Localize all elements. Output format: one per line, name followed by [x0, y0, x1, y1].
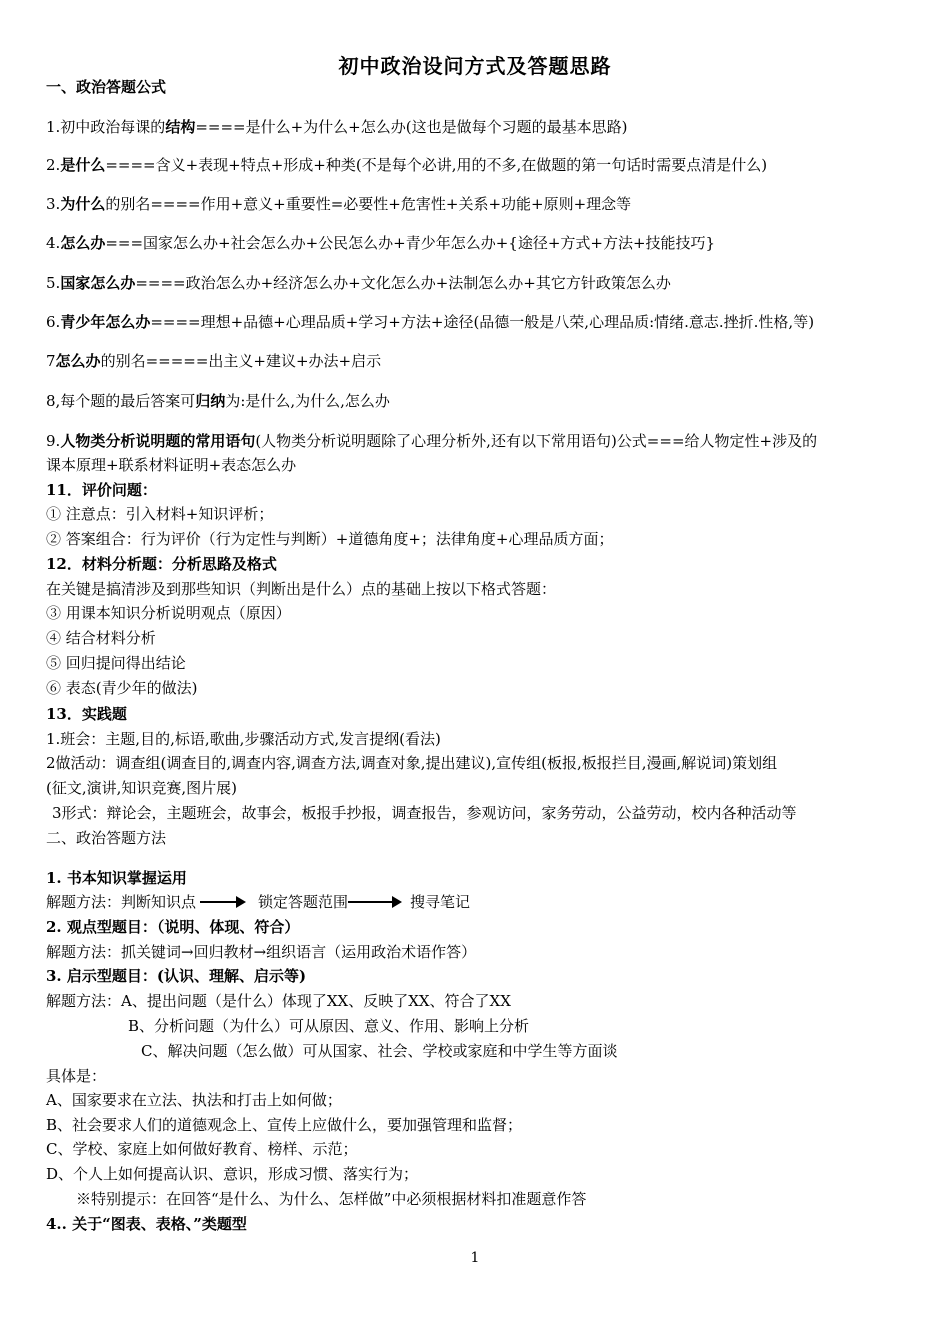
evaluation-item: ② 答案组合：行为评价（行为定性与判断）+道德角度+；法律角度+心理品质方面；	[46, 530, 614, 548]
formula-9: 9.人物类分析说明题的常用语句(人物类分析说明题除了心理分析外,还有以下常用语句)公式===给人物定性+涉及的	[46, 432, 818, 450]
method-2-line: 解题方法：抓关键词→回归教材→组织语言（运用政治术语作答）	[46, 943, 477, 961]
formula-1: 1.初中政治每课的结构====是什么+为什么+怎么办(这也是做每个习题的最基本思路)	[46, 118, 628, 136]
section-heading-formulas: 一、政治答题公式	[46, 78, 167, 96]
heading-evaluation: 11．评价问题：	[46, 481, 157, 499]
specific-item: D、个人上如何提高认识、意识，形成习惯、落实行为；	[46, 1165, 419, 1183]
heading-practice: 13．实践题	[46, 705, 127, 723]
practice-line-3: (征文,演讲,知识竞赛,图片展)	[46, 779, 238, 797]
special-note: ※特别提示：在回答“是什么、为什么、怎样做”中必须根据材料扣准题意作答	[76, 1190, 587, 1208]
method-3-line-b: B、分析问题（为什么）可从原因、意义、作用、影响上分析	[128, 1017, 530, 1035]
material-analysis-item: ④ 结合材料分析	[46, 629, 156, 647]
method-1-steps: 解题方法：判断知识点 锁定答题范围 搜寻笔记	[46, 893, 471, 911]
formula-5: 5.国家怎么办====政治怎么办+经济怎么办+文化怎么办+法制怎么办+其它方针政策怎么办	[46, 274, 671, 292]
evaluation-item: ① 注意点：引入材料+知识评析；	[46, 505, 274, 523]
method-3-line-c: C、解决问题（怎么做）可从国家、社会、学校或家庭和中学生等方面谈	[141, 1042, 618, 1060]
method-3-title: 3. 启示型题目：(认识、理解、启示等)	[46, 967, 307, 985]
formula-4: 4.怎么办===国家怎么办+社会怎么办+公民怎么办+青少年怎么办+{途径+方式+方法+技能技巧}	[46, 234, 716, 252]
material-analysis-item: ⑥ 表态(青少年的做法)	[46, 679, 198, 697]
formula-7: 7怎么办的别名=====出主义+建议+办法+启示	[46, 352, 382, 370]
specific-item: A、国家要求在立法、执法和打击上如何做；	[46, 1091, 342, 1109]
heading-material-analysis: 12．材料分析题：分析思路及格式	[46, 555, 277, 573]
arrow-icon	[348, 901, 400, 903]
practice-line-1: 1.班会：主题,目的,标语,歌曲,步骤活动方式,发言提纲(看法)	[46, 730, 441, 748]
method-1-title: 1. 书本知识掌握运用	[46, 869, 187, 887]
section-heading-methods: 二、政治答题方法	[46, 829, 167, 847]
specific-label: 具体是：	[46, 1067, 107, 1085]
material-analysis-item: ⑤ 回归提问得出结论	[46, 654, 186, 672]
document-title: 初中政治设问方式及答题思路	[338, 54, 612, 78]
method-4-title: 4.. 关于“图表、表格、”类题型	[46, 1215, 247, 1233]
page-number: 1	[470, 1250, 480, 1266]
formula-8: 8,每个题的最后答案可归纳为:是什么,为什么,怎么办	[46, 392, 390, 410]
specific-item: B、社会要求人们的道德观念上、宣传上应做什么，要加强管理和监督；	[46, 1116, 523, 1134]
practice-line-4: 3形式：辩论会，主题班会，故事会，板报手抄报，调查报告，参观访问，家务劳动，公益劳动，校内各种活动等	[52, 804, 797, 822]
formula-3: 3.为什么的别名====作用+意义+重要性=必要性+危害性+关系+功能+原则+理念等	[46, 195, 632, 213]
arrow-icon	[200, 901, 244, 903]
practice-line-2: 2做活动：调查组(调查目的,调查内容,调查方法,调查对象,提出建议),宣传组(板报,板报拦目,漫画,解说词)策划组	[46, 754, 778, 772]
formula-2: 2.是什么====含义+表现+特点+形成+种类(不是每个必讲,用的不多,在做题的第一句话时需要点清是什么)	[46, 156, 768, 174]
method-2-title: 2. 观点型题目：（说明、体现、符合）	[46, 918, 300, 936]
specific-item: C、学校、家庭上如何做好教育、榜样、示范；	[46, 1140, 358, 1158]
formula-6: 6.青少年怎么办====理想+品德+心理品质+学习+方法+途径(品德一般是八荣,心理品质:情绪.意志.挫折.性格,等)	[46, 313, 815, 331]
material-analysis-intro: 在关键是搞清涉及到那些知识（判断出是什么）点的基础上按以下格式答题：	[46, 580, 557, 598]
formula-9-continued: 课本原理+联系材料证明+表态怎么办	[46, 456, 297, 474]
material-analysis-item: ③ 用课本知识分析说明观点（原因）	[46, 604, 291, 622]
method-3-line-a: 解题方法：A、提出问题（是什么）体现了XX、反映了XX、符合了XX	[46, 992, 511, 1010]
